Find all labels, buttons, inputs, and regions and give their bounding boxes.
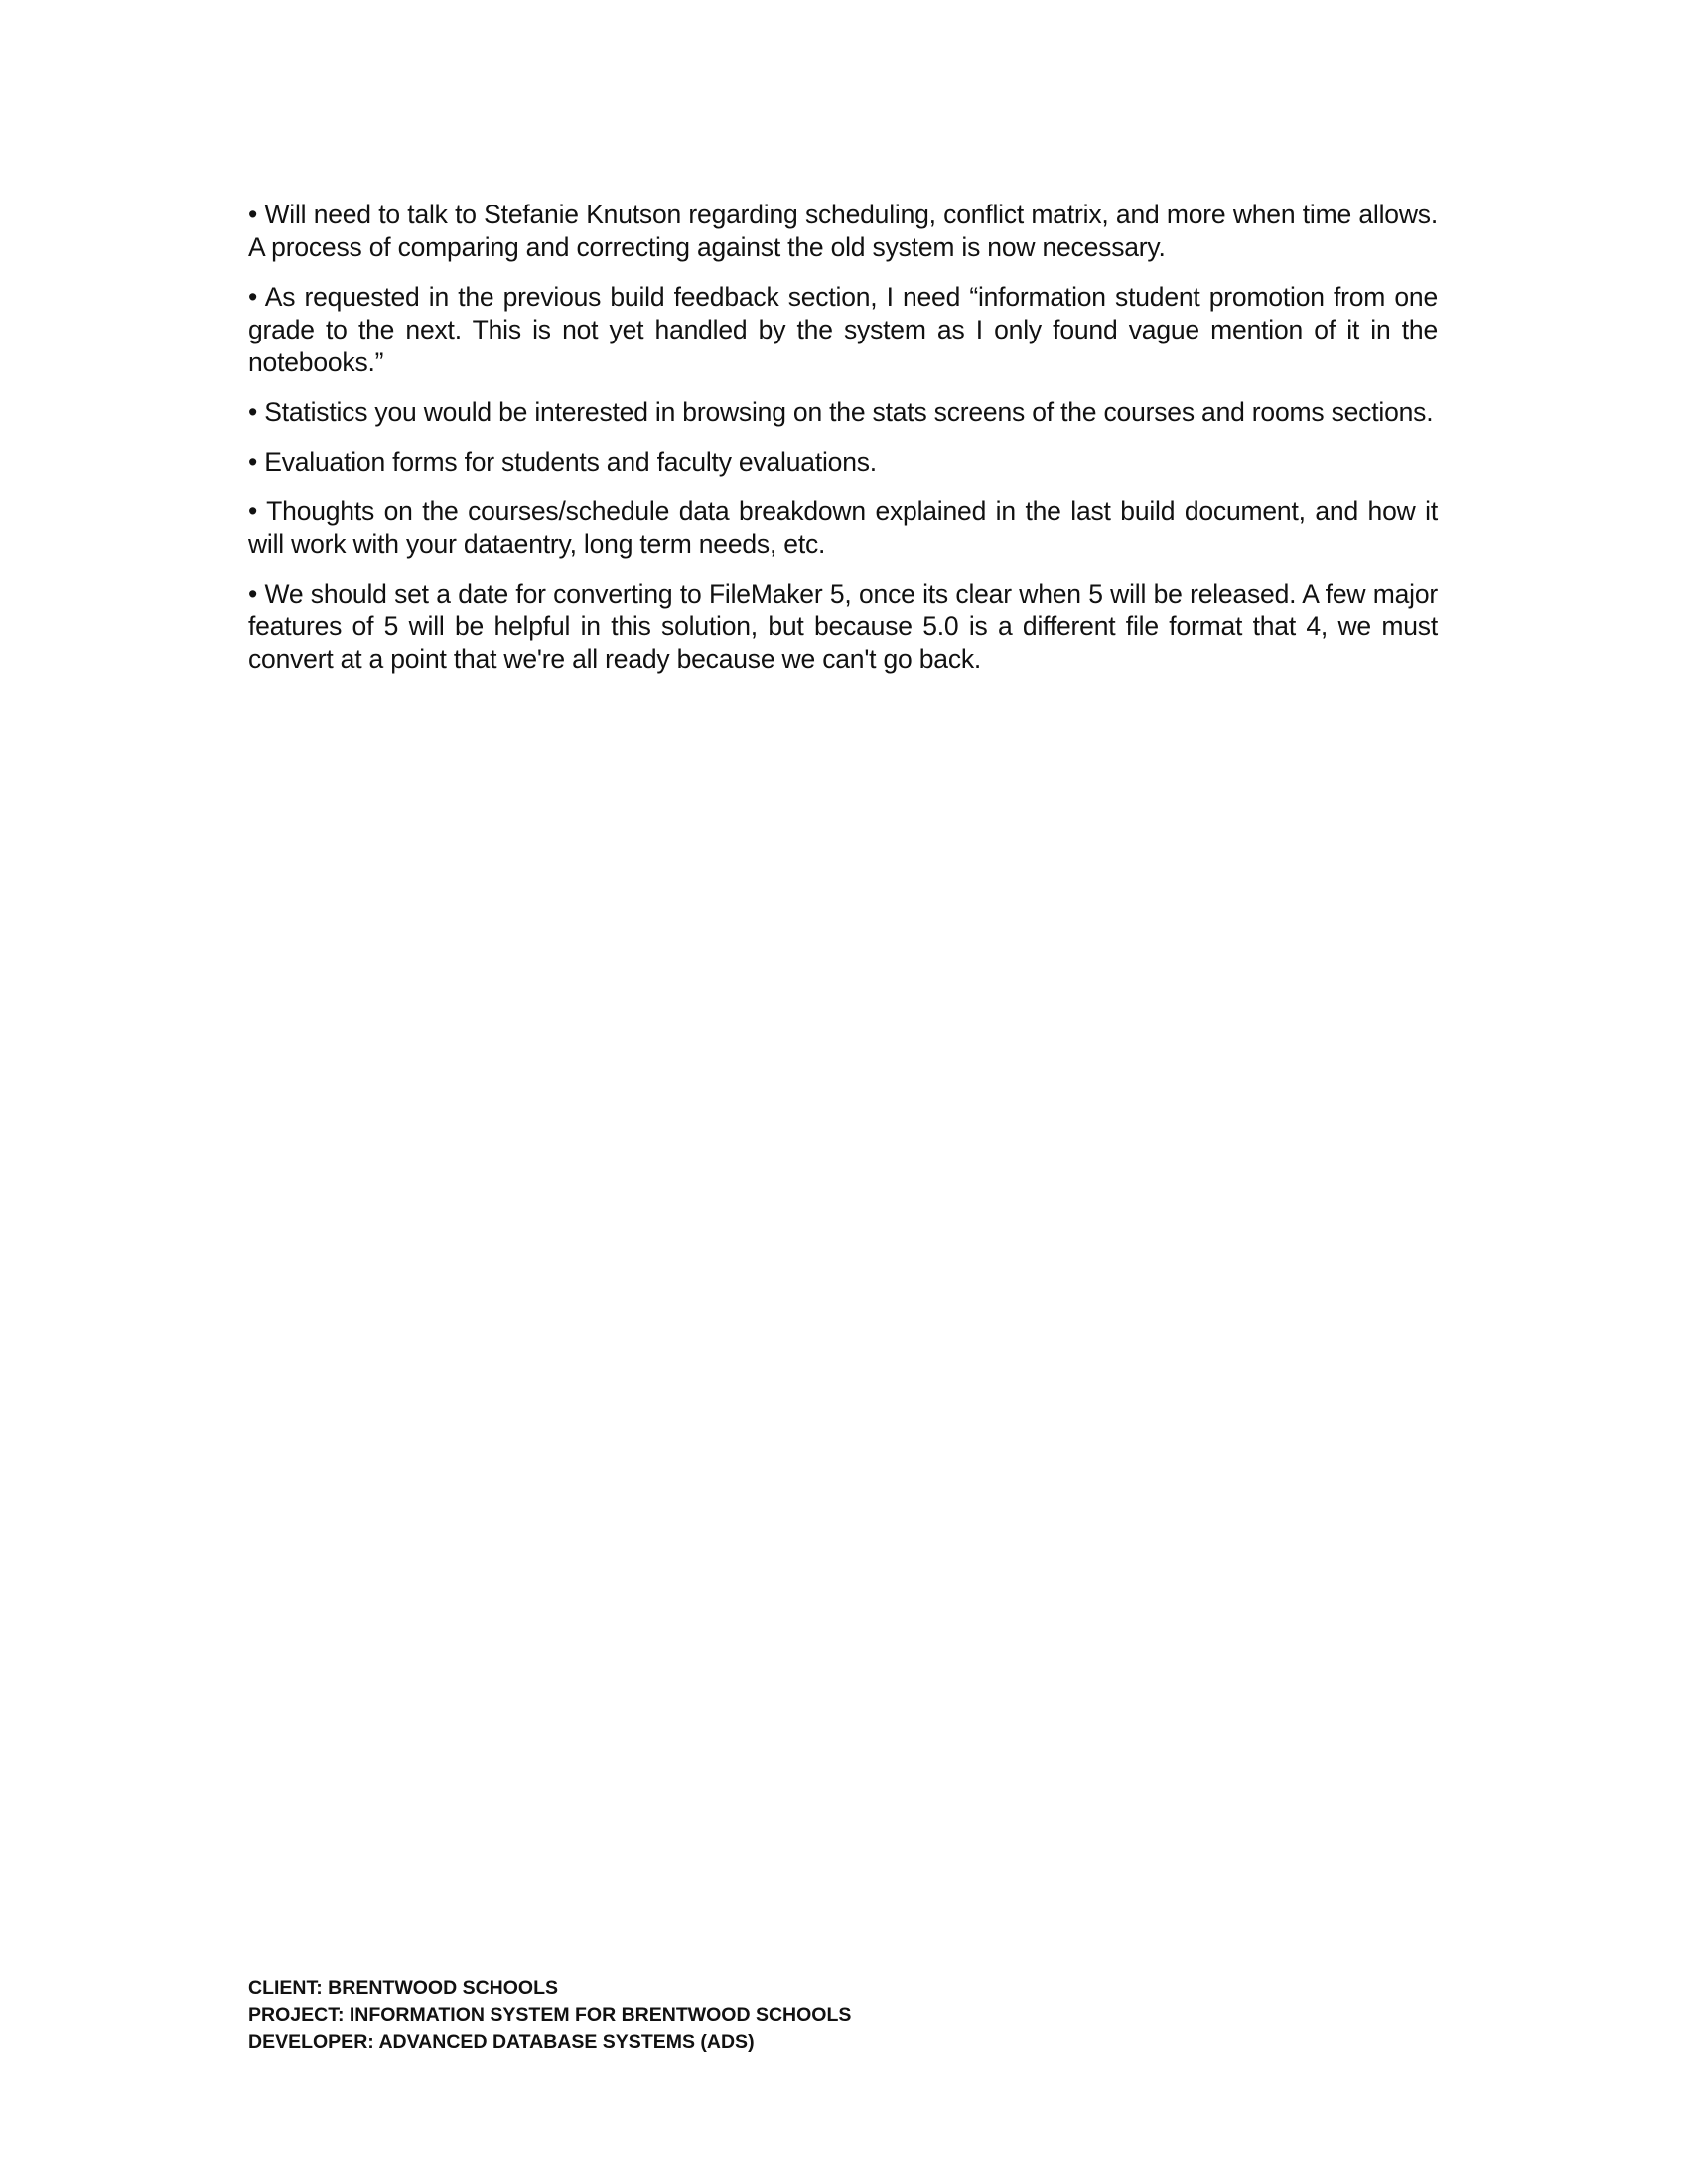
note-student-promotion: • As requested in the previous build feedback section, I need “information student promotion from one grade to the next. This is not yet handled by the system as I only found vague mention of it in the notebooks.” (248, 282, 1438, 377)
notes-list (248, 199, 1438, 693)
note-filemaker-conversion: • We should set a date for converting to FileMaker 5, once its clear when 5 will be released. A few major features of 5 will be helpful in this solution, but because 5.0 is a different file format that 4, we must convert at a point that we're all ready because we can't go back. (248, 579, 1438, 674)
footer-developer: DEVELOPER: ADVANCED DATABASE SYSTEMS (ADS) (248, 2031, 755, 2053)
document-footer (248, 1976, 1440, 2056)
note-data-breakdown: • Thoughts on the courses/schedule data breakdown explained in the last build document, and how it will work with your dataentry, long term needs, etc. (248, 496, 1438, 559)
note-scheduling: • Will need to talk to Stefanie Knutson regarding scheduling, conflict matrix, and more when time allows. A process of comparing and correcting against the old system is now necessary. (248, 200, 1438, 262)
footer-client: CLIENT: BRENTWOOD SCHOOLS (248, 1978, 558, 1999)
footer-project: PROJECT: INFORMATION SYSTEM FOR BRENTWOOD SCHOOLS (248, 2004, 852, 2026)
note-evaluation-forms: • Evaluation forms for students and faculty evaluations. (248, 447, 877, 477)
note-statistics: • Statistics you would be interested in browsing on the stats screens of the courses and rooms sections. (248, 397, 1434, 427)
